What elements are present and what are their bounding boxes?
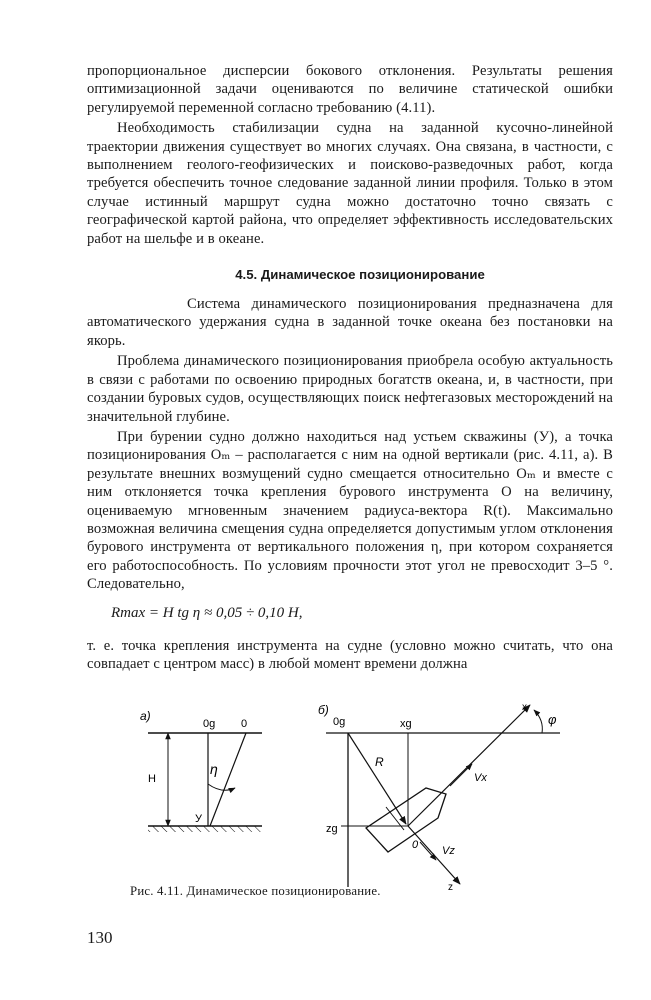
paragraph-6: т. е. точка крепления инструмента на судне (условно можно считать, что она совпадает с центром масс) в любой момент времени должна (87, 637, 613, 672)
label-eta: η (210, 761, 218, 777)
label-zg: zg (326, 823, 338, 835)
label-b: б) (318, 703, 329, 717)
eta-arc (208, 784, 235, 790)
phi-arc (534, 710, 542, 733)
label-xg: xg (400, 718, 412, 730)
panel-a (140, 709, 262, 832)
paragraph-2: Необходимость стабилизации судна на заданной кусочно-линейной траектории движения существует во многих случаях. Она связана, в частности, с выполнением геолого-геофизических и поисково-разведочных работ, когда требуется обеспечить точное следование заданной линии профиля. Только в этом случае истинный маршрут судна можно достаточно точно связать с географической картой района, что определяет эффективность исследовательских работ на шельфе и в океане. (87, 120, 613, 247)
label-r: R (375, 755, 384, 769)
panel-b (318, 702, 560, 892)
label-phi: φ (548, 712, 557, 727)
page-number: 130 (87, 928, 113, 947)
drill-line (210, 733, 246, 826)
label-z: z (448, 882, 453, 892)
ship-hull (366, 788, 446, 852)
paragraph-3: Система динамического позиционирования предназначена для автоматического удержания судна в заданной точке океана без постановки на якорь. (87, 296, 613, 349)
label-y: У (195, 813, 202, 825)
figure-caption: Рис. 4.11. Динамическое позиционирование. (130, 884, 381, 898)
page-body (87, 62, 613, 673)
label-x: x (522, 702, 527, 713)
ship-x-axis (408, 705, 530, 826)
label-og-a: 0g (203, 718, 216, 730)
label-o-a: 0 (241, 718, 248, 730)
vz-arrow (420, 842, 436, 860)
label-og-b: 0g (333, 716, 346, 728)
paragraph-5: При бурении судно должно находиться над устьем скважины (У), а точка позиционирования Oₘ – располагается с ним на одной вертикали (рис. 4.11, а). В результате внешних возмущений судно смещается относительно Oₘ и вместе с ним отклоняется точка крепления бурового инструмента O на величину, оцениваемую мгновенным значением радиуса-вектора R(t). Максимально возможная величина смещения судна определяется допустимым углом отклонения бурового инструмента от вертикального положения η, при котором сохраняется его работоспособность. По условиям прочности этот угол не превосходит 3–5 °. Следовательно, (87, 428, 613, 593)
vx-arrow (450, 764, 472, 786)
paragraph-4: Проблема динамического позиционирования приобрела особую актуальность в связи с работами по освоению природных богатств океана, и, в частности, при создании буровых судов, осуществляющих поиск нефтегазовых месторождений на значительной глубине. (87, 353, 613, 425)
radius-vector-r (348, 733, 406, 824)
label-o-b: 0 (412, 839, 419, 851)
label-h: H (148, 773, 156, 785)
label-vx: Vx (474, 772, 487, 784)
label-vz: Vz (442, 845, 455, 857)
formula: Rmax = H tg η ≈ 0,05 ÷ 0,10 H, (111, 604, 303, 621)
hull-side (386, 807, 404, 830)
label-a: а) (140, 709, 151, 723)
seabed-hatch (148, 826, 262, 832)
figure-4-11 (130, 702, 590, 892)
paragraph-1: пропорциональное дисперсии бокового отклонения. Результаты решения оптимизационной задачи оцениваются по величине статической ошибки регулируемой переменной согласно требованию (4.11). (87, 63, 613, 116)
section-heading: 4.5. Динамическое позиционирование (235, 267, 485, 283)
